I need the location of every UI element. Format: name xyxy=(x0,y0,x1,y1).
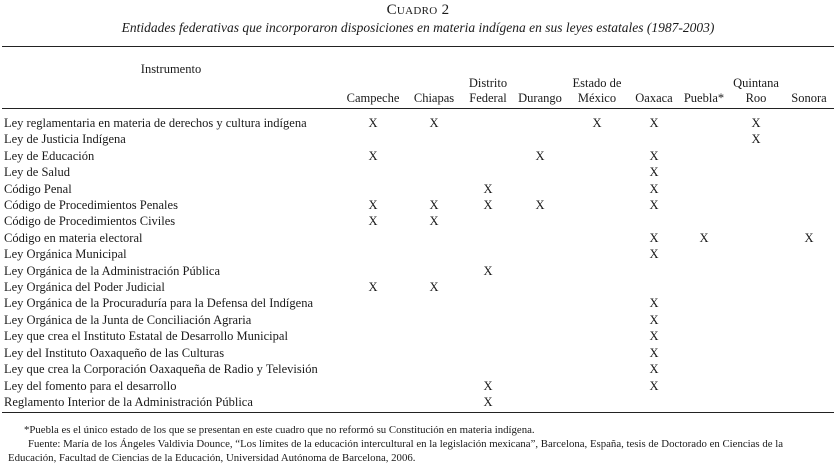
legislation-table xyxy=(2,46,834,413)
mark-cell: X xyxy=(483,263,493,278)
table-row xyxy=(2,164,834,180)
mark-cell: X xyxy=(368,148,378,163)
table-row xyxy=(2,213,834,229)
mark-cell xyxy=(728,345,784,361)
mark-cell xyxy=(784,213,834,229)
instrument-label: Ley de Educación xyxy=(4,148,95,163)
mark-cell xyxy=(514,181,566,197)
mark-cell: X xyxy=(804,230,814,245)
mark-cell xyxy=(784,131,834,147)
mark-cell: X xyxy=(699,230,709,245)
mark-cell xyxy=(728,328,784,344)
state-header-line: Chiapas xyxy=(413,91,455,105)
mark-cell: X xyxy=(649,165,659,180)
table-title: Cuadro 2 xyxy=(386,2,450,18)
instrument-label: Reglamento Interior de la Administración Pública xyxy=(2,394,340,413)
instrument-label: Código en materia electoral xyxy=(4,230,143,245)
mark-cell xyxy=(406,263,462,279)
state-header-line: Federal xyxy=(469,91,507,105)
table-header-row xyxy=(2,47,834,109)
mark-cell xyxy=(566,230,628,246)
state-header-line: Roo xyxy=(745,91,767,105)
table-row xyxy=(2,378,834,394)
mark-cell xyxy=(514,263,566,279)
mark-cell xyxy=(340,328,406,344)
mark-cell xyxy=(680,378,728,394)
mark-cell xyxy=(784,312,834,328)
mark-cell xyxy=(566,213,628,229)
state-header-line: Quintana xyxy=(733,76,779,90)
mark-cell: X xyxy=(649,116,659,130)
mark-cell: X xyxy=(649,148,659,163)
mark-cell xyxy=(566,328,628,344)
table-body xyxy=(2,109,834,413)
instrument-header: Instrumento xyxy=(2,47,340,109)
mark-cell: X xyxy=(592,116,602,130)
mark-cell xyxy=(566,263,628,279)
mark-cell: X xyxy=(368,198,378,213)
instrument-label: Ley Orgánica de la Administración Pública xyxy=(4,263,221,278)
mark-cell xyxy=(680,361,728,377)
state-header xyxy=(728,47,784,109)
mark-cell xyxy=(514,378,566,394)
mark-cell xyxy=(514,361,566,377)
mark-cell xyxy=(406,378,462,394)
mark-cell xyxy=(406,361,462,377)
mark-cell xyxy=(462,246,514,262)
state-header xyxy=(406,47,462,109)
instrument-label: Ley de Salud xyxy=(4,165,70,180)
mark-cell xyxy=(628,131,680,147)
instrument-label: Ley reglamentaria en materia de derechos y cultura indígena xyxy=(4,116,307,130)
mark-cell: X xyxy=(429,116,439,130)
mark-cell xyxy=(566,312,628,328)
instrument-label: Código Penal xyxy=(4,181,72,196)
mark-cell: X xyxy=(429,214,439,229)
table-notes xyxy=(8,423,834,465)
mark-cell xyxy=(728,295,784,311)
mark-cell xyxy=(680,263,728,279)
mark-cell xyxy=(784,181,834,197)
table-subtitle: Entidades federativas que incorporaron disposiciones en materia indígena en sus leyes estatales (1987-2003) xyxy=(121,20,715,35)
state-header-line: Oaxaca xyxy=(635,91,673,105)
mark-cell xyxy=(406,246,462,262)
mark-cell xyxy=(514,345,566,361)
state-header xyxy=(462,47,514,109)
mark-cell xyxy=(628,394,680,413)
mark-cell xyxy=(680,109,728,132)
mark-cell xyxy=(784,148,834,164)
mark-cell xyxy=(566,295,628,311)
mark-cell xyxy=(728,312,784,328)
instrument-label: Ley del Instituto Oaxaqueño de las Culturas xyxy=(4,345,225,360)
mark-cell: X xyxy=(649,312,659,327)
mark-cell xyxy=(340,361,406,377)
mark-cell: X xyxy=(462,394,514,413)
mark-cell xyxy=(784,328,834,344)
mark-cell xyxy=(728,197,784,213)
state-header xyxy=(566,47,628,109)
mark-cell: X xyxy=(535,148,545,163)
mark-cell xyxy=(680,345,728,361)
instrument-label: Código de Procedimientos Penales xyxy=(4,198,178,213)
mark-cell xyxy=(784,197,834,213)
mark-cell xyxy=(514,230,566,246)
mark-cell xyxy=(728,378,784,394)
mark-cell xyxy=(340,345,406,361)
mark-cell xyxy=(462,328,514,344)
table-row xyxy=(2,246,834,262)
mark-cell xyxy=(566,164,628,180)
instrument-label: Ley Orgánica Municipal xyxy=(4,247,127,262)
mark-cell xyxy=(728,213,784,229)
instrument-label: Ley Orgánica de la Junta de Conciliación Agraria xyxy=(4,312,252,327)
mark-cell xyxy=(728,361,784,377)
mark-cell xyxy=(784,378,834,394)
state-header-line: Puebla* xyxy=(683,91,725,105)
mark-cell xyxy=(340,263,406,279)
mark-cell xyxy=(340,181,406,197)
mark-cell xyxy=(728,279,784,295)
mark-cell xyxy=(462,312,514,328)
table-row xyxy=(2,345,834,361)
mark-cell: X xyxy=(483,181,493,196)
state-header xyxy=(340,47,406,109)
mark-cell xyxy=(406,181,462,197)
mark-cell xyxy=(784,246,834,262)
state-header-line: Estado de xyxy=(572,76,622,90)
mark-cell xyxy=(628,279,680,295)
mark-cell: X xyxy=(751,116,761,130)
mark-cell xyxy=(680,213,728,229)
mark-cell xyxy=(680,295,728,311)
mark-cell xyxy=(406,230,462,246)
mark-cell xyxy=(514,279,566,295)
mark-cell xyxy=(462,361,514,377)
mark-cell: X xyxy=(649,378,659,393)
mark-cell xyxy=(784,109,834,132)
mark-cell xyxy=(728,148,784,164)
mark-cell xyxy=(728,246,784,262)
footnote: *Puebla es el único estado de los que se presentan en este cuadro que no reformó su Constitución en materia indígena. xyxy=(24,424,535,436)
mark-cell: X xyxy=(429,280,439,295)
mark-cell xyxy=(680,279,728,295)
mark-cell xyxy=(566,345,628,361)
table-row xyxy=(2,197,834,213)
mark-cell xyxy=(406,345,462,361)
mark-cell xyxy=(406,131,462,147)
mark-cell xyxy=(406,394,462,413)
mark-cell xyxy=(406,295,462,311)
instrument-label: Código de Procedimientos Civiles xyxy=(4,214,176,229)
mark-cell: X xyxy=(649,345,659,360)
mark-cell xyxy=(514,131,566,147)
table-row xyxy=(2,279,834,295)
state-header xyxy=(784,47,834,109)
state-header xyxy=(680,47,728,109)
mark-cell xyxy=(340,378,406,394)
mark-cell xyxy=(462,345,514,361)
mark-cell xyxy=(514,328,566,344)
instrument-label: Ley Orgánica del Poder Judicial xyxy=(4,280,165,295)
mark-cell xyxy=(680,181,728,197)
mark-cell: X xyxy=(649,296,659,311)
mark-cell: X xyxy=(649,181,659,196)
mark-cell xyxy=(566,246,628,262)
mark-cell xyxy=(462,109,514,132)
mark-cell xyxy=(566,361,628,377)
mark-cell xyxy=(406,164,462,180)
mark-cell: X xyxy=(368,214,378,229)
mark-cell xyxy=(728,164,784,180)
mark-cell: X xyxy=(483,378,493,393)
mark-cell xyxy=(728,394,784,413)
mark-cell xyxy=(406,312,462,328)
mark-cell: X xyxy=(649,230,659,245)
mark-cell xyxy=(784,295,834,311)
mark-cell xyxy=(566,148,628,164)
mark-cell xyxy=(728,263,784,279)
mark-cell xyxy=(566,197,628,213)
mark-cell: X xyxy=(368,116,378,130)
mark-cell xyxy=(566,394,628,413)
mark-cell: X xyxy=(751,132,761,147)
mark-cell xyxy=(462,213,514,229)
mark-cell xyxy=(340,164,406,180)
state-header xyxy=(514,47,566,109)
state-header-line: Distrito xyxy=(468,76,508,90)
mark-cell xyxy=(680,164,728,180)
table-row xyxy=(2,230,834,246)
mark-cell xyxy=(514,109,566,132)
mark-cell xyxy=(566,378,628,394)
table-row xyxy=(2,131,834,147)
mark-cell xyxy=(340,312,406,328)
mark-cell: X xyxy=(649,329,659,344)
mark-cell xyxy=(628,263,680,279)
table-row xyxy=(2,181,834,197)
mark-cell xyxy=(514,164,566,180)
mark-cell xyxy=(680,131,728,147)
mark-cell xyxy=(566,181,628,197)
mark-cell xyxy=(514,394,566,413)
mark-cell xyxy=(462,164,514,180)
instrument-label: Ley de Justicia Indígena xyxy=(4,132,126,147)
mark-cell xyxy=(784,394,834,413)
table-caption xyxy=(0,0,836,36)
mark-cell xyxy=(680,312,728,328)
source-line-2: Educación, Facultad de Ciencias de la Educación, Universidad Autónoma de Barcelona, 2006. xyxy=(8,452,416,464)
mark-cell xyxy=(680,148,728,164)
mark-cell: X xyxy=(429,198,439,213)
table-row xyxy=(2,328,834,344)
mark-cell xyxy=(340,230,406,246)
table-row xyxy=(2,361,834,377)
instrument-label: Ley que crea el Instituto Estatal de Desarrollo Municipal xyxy=(4,329,288,344)
mark-cell xyxy=(340,295,406,311)
mark-cell xyxy=(462,295,514,311)
mark-cell xyxy=(784,263,834,279)
instrument-label: Ley del fomento para el desarrollo xyxy=(4,378,177,393)
mark-cell xyxy=(462,131,514,147)
mark-cell xyxy=(784,345,834,361)
mark-cell xyxy=(680,394,728,413)
table-row xyxy=(2,394,834,413)
table-row xyxy=(2,148,834,164)
mark-cell: X xyxy=(649,362,659,377)
mark-cell: X xyxy=(483,198,493,213)
instrument-label: Ley que crea la Corporación Oaxaqueña de Radio y Televisión xyxy=(4,362,318,377)
mark-cell xyxy=(340,131,406,147)
mark-cell xyxy=(728,181,784,197)
mark-cell xyxy=(784,361,834,377)
state-header-line: Durango xyxy=(518,91,562,105)
mark-cell xyxy=(514,246,566,262)
mark-cell xyxy=(566,279,628,295)
mark-cell xyxy=(406,148,462,164)
mark-cell: X xyxy=(368,280,378,295)
state-header-line: México xyxy=(577,91,617,105)
mark-cell xyxy=(462,230,514,246)
mark-cell xyxy=(514,312,566,328)
mark-cell xyxy=(680,197,728,213)
state-header-line: Sonora xyxy=(791,91,827,105)
table-row xyxy=(2,109,834,132)
source-line-1: Fuente: María de los Ángeles Valdivia Dounce, “Los límites de la educación intercultural en la legislación mexicana”, Barcelona, España, tesis de Doctorado en Ciencias de la xyxy=(28,438,784,450)
table-row xyxy=(2,312,834,328)
mark-cell xyxy=(680,328,728,344)
mark-cell xyxy=(566,131,628,147)
mark-cell xyxy=(680,246,728,262)
state-header-line: Campeche xyxy=(346,91,400,105)
mark-cell: X xyxy=(535,198,545,213)
mark-cell xyxy=(340,394,406,413)
mark-cell xyxy=(340,246,406,262)
mark-cell xyxy=(628,213,680,229)
mark-cell xyxy=(462,148,514,164)
mark-cell: X xyxy=(649,198,659,213)
mark-cell xyxy=(784,279,834,295)
mark-cell xyxy=(406,328,462,344)
table-row xyxy=(2,295,834,311)
mark-cell xyxy=(784,164,834,180)
mark-cell xyxy=(514,213,566,229)
mark-cell xyxy=(462,279,514,295)
mark-cell xyxy=(728,230,784,246)
table-row xyxy=(2,263,834,279)
state-header xyxy=(628,47,680,109)
mark-cell xyxy=(514,295,566,311)
instrument-label: Ley Orgánica de la Procuraduría para la Defensa del Indígena xyxy=(4,296,313,311)
mark-cell: X xyxy=(649,247,659,262)
